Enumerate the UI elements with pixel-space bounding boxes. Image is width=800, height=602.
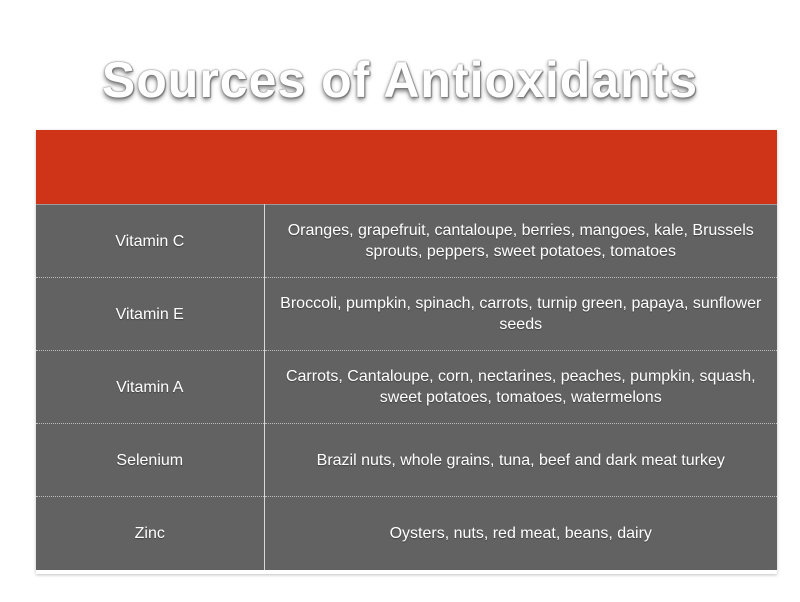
nutrient-cell: Vitamin C [36, 205, 264, 278]
sources-table [36, 130, 777, 570]
sources-cell: Broccoli, pumpkin, spinach, carrots, turnip green, papaya, sunflower seeds [264, 278, 777, 351]
nutrient-cell: Selenium [36, 424, 264, 497]
sources-cell: Oranges, grapefruit, cantaloupe, berries, mangoes, kale, Brussels sprouts, peppers, sweet potatoes, tomatoes [264, 205, 777, 278]
table-row [36, 278, 777, 351]
sources-cell: Oysters, nuts, red meat, beans, dairy [264, 497, 777, 570]
nutrient-cell: Vitamin A [36, 351, 264, 424]
slide-title: Sources of Antioxidants [101, 52, 699, 108]
header-cell-nutrient [36, 130, 264, 205]
sources-cell: Carrots, Cantaloupe, corn, nectarines, peaches, pumpkin, squash, sweet potatoes, tomatoes, watermelons [264, 351, 777, 424]
sources-cell: Brazil nuts, whole grains, tuna, beef and dark meat turkey [264, 424, 777, 497]
nutrient-cell: Vitamin E [36, 278, 264, 351]
table-row [36, 497, 777, 570]
table-row [36, 424, 777, 497]
table-row [36, 205, 777, 278]
nutrient-cell: Zinc [36, 497, 264, 570]
header-cell-sources [264, 130, 777, 205]
table-row [36, 351, 777, 424]
table-header-row [36, 130, 777, 205]
antioxidant-table [36, 130, 777, 574]
